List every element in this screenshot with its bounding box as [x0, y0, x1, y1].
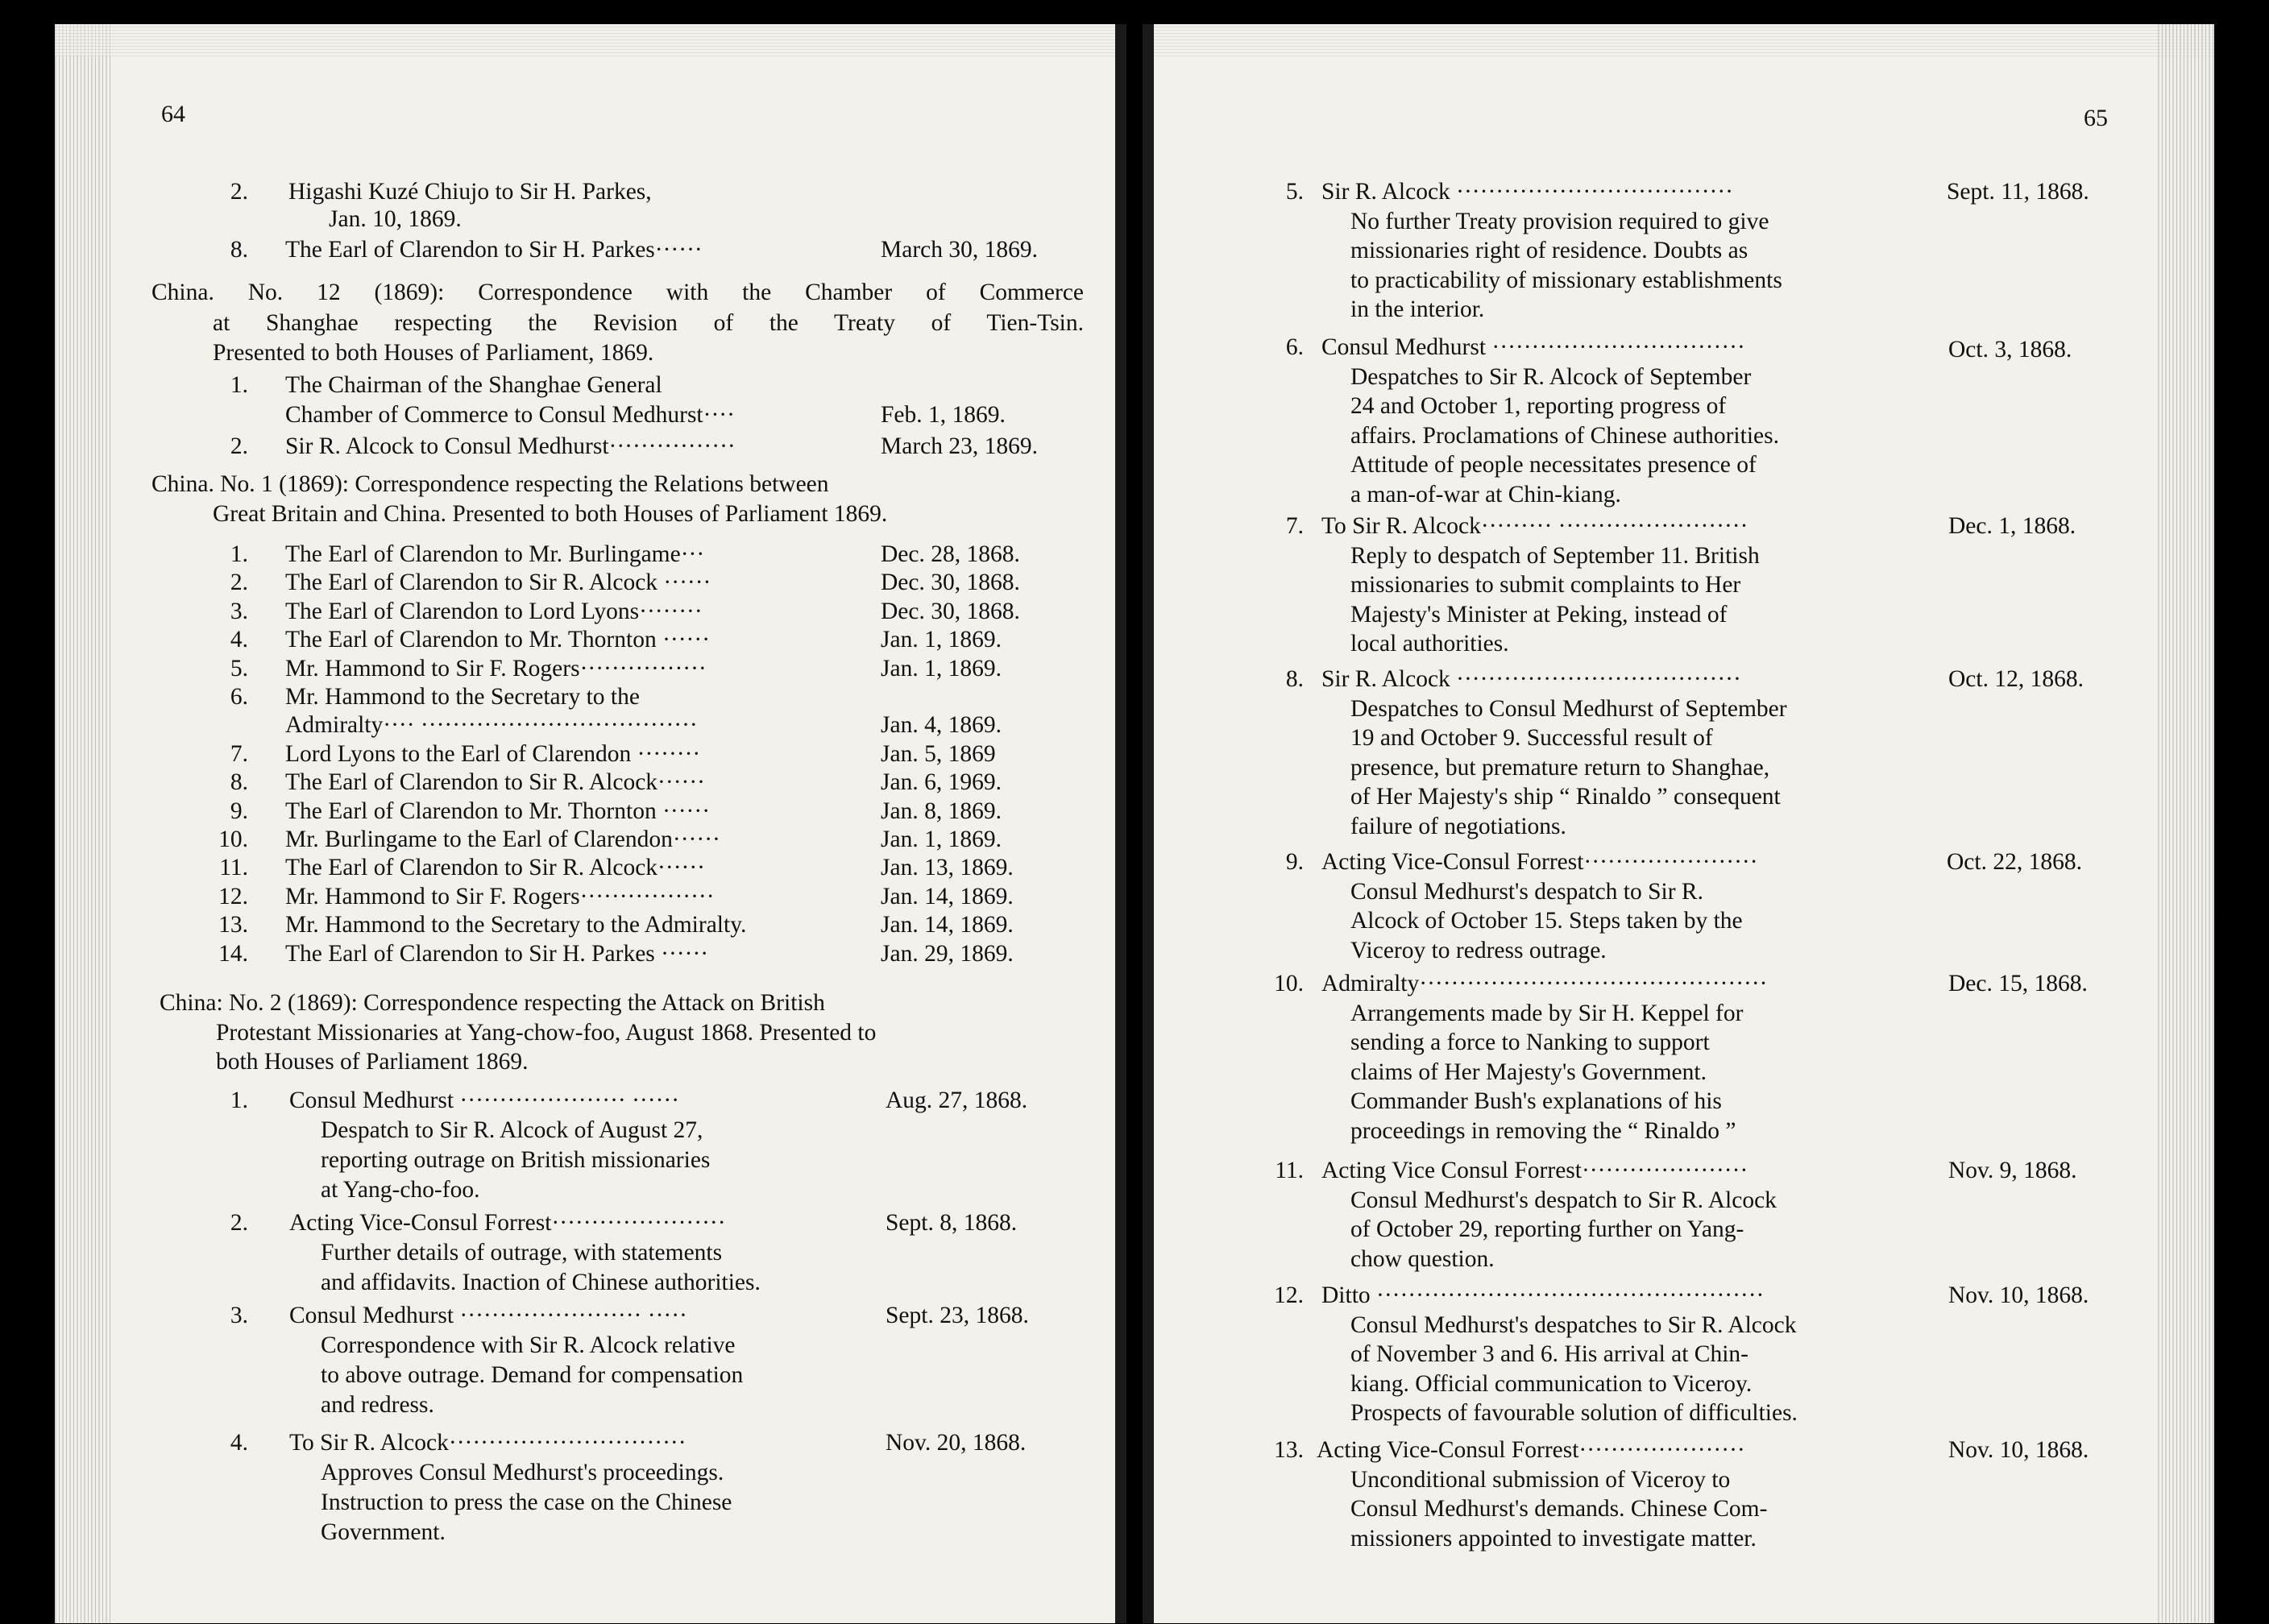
entry-description: Consul Medhurst's despatches to Sir R. Alcock [1350, 1311, 1797, 1338]
entry-title: Acting Vice-Consul Forrest····················· [1317, 1437, 1745, 1463]
entry-number: 1. [230, 372, 248, 398]
entry-description: at Yang-cho-foo. [321, 1177, 480, 1203]
page-edge [2158, 24, 2214, 1623]
page-edge [55, 24, 111, 1623]
entry-title: Mr. Burlingame to the Earl of Clarendon······ [285, 826, 720, 852]
entry-description: sending a force to Nanking to support [1350, 1030, 1710, 1055]
entry-title: Mr. Hammond to the Secretary to the Admiralty. [285, 912, 747, 938]
entry-number: 13. [1274, 1437, 1304, 1463]
entry-description: Approves Consul Medhurst's proceedings. [321, 1460, 724, 1485]
entry-number: 11. [1275, 1158, 1304, 1183]
entry-title: The Earl of Clarendon to Sir H. Parkes ······ [285, 940, 709, 967]
entry-date: Dec. 15, 1868. [1948, 971, 2088, 996]
entry-number: 8. [1285, 666, 1304, 692]
entry-date: Jan. 5, 1869 [881, 740, 996, 767]
entry-description: Despatches to Consul Medhurst of September [1350, 695, 1787, 722]
entry-description: missionaries to submit complaints to Her [1350, 572, 1741, 598]
entry-title: Admiralty···· ··································· [285, 712, 698, 739]
entry-number: 2. [230, 570, 248, 596]
entry-title: The Earl of Clarendon to Lord Lyons········ [285, 598, 703, 624]
section-heading: China. No. 12 (1869): Correspondence with the Chamber of Commerce [151, 280, 1084, 305]
entry-date: Nov. 20, 1868. [886, 1430, 1027, 1456]
entry-number: 8. [230, 237, 248, 263]
entry-title: Mr. Hammond to Sir F. Rogers················ [285, 655, 707, 682]
entry-date: Jan. 13, 1869. [881, 855, 1014, 881]
entry-number: 10. [218, 826, 248, 852]
entry-date: Nov. 9, 1868. [1948, 1158, 2077, 1183]
entry-title: Chamber of Commerce to Consul Medhurst···· [285, 402, 735, 428]
entry-description: Instruction to press the case on the Chinese [321, 1489, 732, 1515]
entry-title: Mr. Hammond to the Secretary to the [285, 684, 640, 710]
entry-date: Jan. 4, 1869. [881, 712, 1002, 739]
entry-description: kiang. Official communication to Viceroy. [1350, 1370, 1753, 1397]
entry-description: in the interior. [1350, 296, 1485, 322]
entry-title: Sir R. Alcock to Consul Medhurst················ [285, 433, 736, 459]
entry-description: No further Treaty provision required to give [1350, 208, 1769, 234]
entry-number: 3. [230, 1303, 248, 1328]
entry-title: To Sir R. Alcock········· ························ [1321, 513, 1748, 539]
entry-description: affairs. Proclamations of Chinese authorities. [1350, 422, 1779, 449]
entry-title: The Earl of Clarendon to Sir R. Alcock······ [285, 855, 706, 881]
entry-description: and redress. [321, 1392, 434, 1418]
entry-number: 2. [230, 1210, 248, 1236]
entry-date: Oct. 22, 1868. [1947, 849, 2082, 875]
section-heading: at Shanghae respecting the Revision of the Treaty of Tien-Tsin. [213, 310, 1084, 336]
entry-number: 1. [230, 1088, 248, 1113]
entry-number: 8. [230, 769, 248, 796]
entry-description: chow question. [1350, 1245, 1495, 1272]
entry-number: 5. [230, 655, 248, 682]
entry-description: to practicability of missionary establishments [1350, 267, 1782, 293]
entry-title: The Earl of Clarendon to Sir R. Alcock······ [285, 769, 706, 796]
entry-title: The Earl of Clarendon to Mr. Thornton ······ [285, 627, 711, 653]
entry-date: Jan. 1, 1869. [881, 627, 1002, 653]
entry-title: Acting Vice-Consul Forrest······················ [289, 1210, 726, 1236]
entry-description: Correspondence with Sir R. Alcock relative [321, 1332, 736, 1358]
entry-number: 2. [230, 433, 248, 459]
entry-description: Commander Bush's explanations of his [1350, 1088, 1722, 1114]
entry-number: 9. [1285, 849, 1304, 875]
entry-title: The Chairman of the Shanghae General [285, 372, 662, 398]
entry-title: Sir R. Alcock ···································· [1321, 666, 1741, 692]
entry-description: of Her Majesty's ship “ Rinaldo ” consequent [1350, 784, 1781, 810]
entry-description: Arrangements made by Sir H. Keppel for [1350, 1000, 1744, 1026]
entry-title: The Earl of Clarendon to Sir R. Alcock ······ [285, 570, 711, 596]
entry-number: 12. [1274, 1282, 1304, 1308]
section-heading: China. No. 1 (1869): Correspondence respecting the Relations between [151, 471, 829, 497]
entry-date: Sept. 23, 1868. [886, 1303, 1029, 1328]
entry-description: Despatches to Sir R. Alcock of September [1350, 363, 1752, 390]
entry-description: Prospects of favourable solution of difficulties. [1350, 1400, 1798, 1426]
section-heading: Great Britain and China. Presented to both Houses of Parliament 1869. [213, 501, 888, 527]
entry-date: Dec. 30, 1868. [881, 570, 1020, 596]
entry-number: 12. [218, 883, 248, 909]
entry-number: 2. [230, 179, 248, 205]
entry-title: The Earl of Clarendon to Mr. Thornton ······ [285, 798, 711, 824]
right-page [1143, 24, 2214, 1623]
entry-number: 11. [219, 855, 248, 881]
entry-date: Aug. 27, 1868. [886, 1088, 1028, 1113]
entry-description: Government. [321, 1519, 446, 1545]
entry-description: Unconditional submission of Viceroy to [1350, 1466, 1731, 1493]
entry-date: Jan. 6, 1969. [881, 769, 1002, 796]
entry-title: Mr. Hammond to Sir F. Rogers················· [285, 883, 715, 909]
entry-description: Majesty's Minister at Peking, instead of [1350, 601, 1728, 628]
page-edge-top [55, 24, 1126, 56]
page-number: 64 [161, 101, 185, 127]
page-number: 65 [2084, 105, 2108, 131]
gutter-shadow [1143, 24, 1154, 1623]
entry-date: March 23, 1869. [881, 433, 1038, 459]
entry-description: 19 and October 9. Successful result of [1350, 725, 1713, 751]
entry-description: Consul Medhurst's despatch to Sir R. Alcock [1350, 1187, 1777, 1213]
entry-date: Nov. 10, 1868. [1948, 1437, 2089, 1463]
entry-date: Nov. 10, 1868. [1948, 1282, 2089, 1308]
entry-description: to above outrage. Demand for compensation [321, 1362, 744, 1388]
entry-description: Viceroy to redress outrage. [1350, 937, 1607, 963]
entry-title: Consul Medhurst ································ [1321, 334, 1745, 360]
entry-number: 14. [218, 940, 248, 967]
entry-description: Attitude of people necessitates presence of [1350, 452, 1757, 478]
entry-date: Sept. 8, 1868. [886, 1210, 1018, 1236]
entry-description: Consul Medhurst's demands. Chinese Com- [1350, 1496, 1768, 1522]
entry-description: of November 3 and 6. His arrival at Chin- [1350, 1341, 1748, 1367]
entry-title: Acting Vice-Consul Forrest······················ [1321, 849, 1758, 875]
entry-date: Dec. 28, 1868. [881, 541, 1020, 567]
entry-number: 7. [230, 740, 248, 767]
entry-title: Admiralty············································ [1321, 971, 1768, 996]
entry-number: 6. [1285, 334, 1304, 360]
entry-date: Oct. 12, 1868. [1948, 666, 2084, 692]
entry-title: The Earl of Clarendon to Sir H. Parkes······ [285, 237, 703, 263]
entry-date: Jan. 8, 1869. [881, 798, 1002, 824]
entry-description: Further details of outrage, with statements [321, 1240, 723, 1266]
section-heading: Presented to both Houses of Parliament, 1869. [213, 340, 654, 366]
section-heading: Protestant Missionaries at Yang-chow-foo, August 1868. Presented to [216, 1020, 877, 1046]
gutter-shadow [1115, 24, 1126, 1623]
section-heading: China: No. 2 (1869): Correspondence respecting the Attack on British [160, 990, 825, 1016]
entry-description: Consul Medhurst's despatch to Sir R. [1350, 878, 1703, 905]
entry-title: Consul Medhurst ····················· ······ [289, 1088, 680, 1113]
left-page [55, 24, 1126, 1623]
entry-title: Consul Medhurst ······················· ····· [289, 1303, 687, 1328]
entry-date: Jan. 29, 1869. [881, 940, 1014, 967]
entry-date: Jan. 14, 1869. [881, 912, 1014, 938]
entry-title: Acting Vice Consul Forrest····················· [1321, 1158, 1748, 1183]
entry-number: 1. [230, 541, 248, 567]
entry-description: missionaries right of residence. Doubts as [1350, 238, 1748, 263]
entry-description: reporting outrage on British missionaries [321, 1147, 711, 1173]
entry-description: proceedings in removing the “ Rinaldo ” [1350, 1117, 1736, 1144]
entry-number: 13. [218, 912, 248, 938]
entry-date: March 30, 1869. [881, 237, 1038, 263]
entry-date: Dec. 1, 1868. [1948, 513, 2076, 539]
entry-date: Dec. 30, 1868. [881, 598, 1020, 624]
entry-description: claims of Her Majesty's Government. [1350, 1058, 1707, 1085]
entry-date: Sept. 11, 1868. [1947, 179, 2089, 205]
entry-number: 6. [230, 684, 248, 710]
entry-title: Lord Lyons to the Earl of Clarendon ········ [285, 740, 701, 767]
entry-date: Jan. 14, 1869. [881, 883, 1014, 909]
entry-description: of October 29, reporting further on Yang- [1350, 1216, 1744, 1242]
entry-description: local authorities. [1350, 631, 1509, 657]
entry-date: Feb. 1, 1869. [881, 402, 1006, 428]
entry-number: 9. [230, 798, 248, 824]
entry-description: failure of negotiations. [1350, 813, 1566, 839]
entry-title: Jan. 10, 1869. [329, 206, 462, 232]
entry-title: Sir R. Alcock ··································· [1321, 179, 1733, 205]
entry-description: and affidavits. Inaction of Chinese authorities. [321, 1270, 761, 1295]
entry-number: 5. [1285, 179, 1304, 205]
entry-number: 10. [1274, 971, 1304, 996]
entry-number: 3. [230, 598, 248, 624]
entry-date: Jan. 1, 1869. [881, 826, 1002, 852]
entry-description: Reply to despatch of September 11. British [1350, 542, 1760, 569]
page-edge-top [1143, 24, 2214, 56]
entry-number: 7. [1285, 513, 1304, 539]
entry-description: presence, but premature return to Shanghae, [1350, 754, 1770, 781]
entry-description: missioners appointed to investigate matter. [1350, 1525, 1757, 1552]
entry-number: 4. [230, 627, 248, 653]
entry-title: To Sir R. Alcock······························ [289, 1430, 687, 1456]
entry-date: Oct. 3, 1868. [1948, 337, 2072, 362]
entry-title: Ditto ················································· [1321, 1282, 1765, 1308]
entry-title: The Earl of Clarendon to Mr. Burlingame··· [285, 541, 705, 567]
section-heading: both Houses of Parliament 1869. [216, 1049, 529, 1075]
entry-description: Alcock of October 15. Steps taken by the [1350, 908, 1743, 934]
entry-title: Higashi Kuzé Chiujo to Sir H. Parkes, [288, 179, 652, 205]
entry-description: 24 and October 1, reporting progress of [1350, 393, 1727, 419]
entry-date: Jan. 1, 1869. [881, 655, 1002, 682]
entry-description: a man-of-war at Chin-kiang. [1350, 481, 1621, 508]
entry-number: 4. [230, 1430, 248, 1456]
entry-description: Despatch to Sir R. Alcock of August 27, [321, 1117, 703, 1143]
